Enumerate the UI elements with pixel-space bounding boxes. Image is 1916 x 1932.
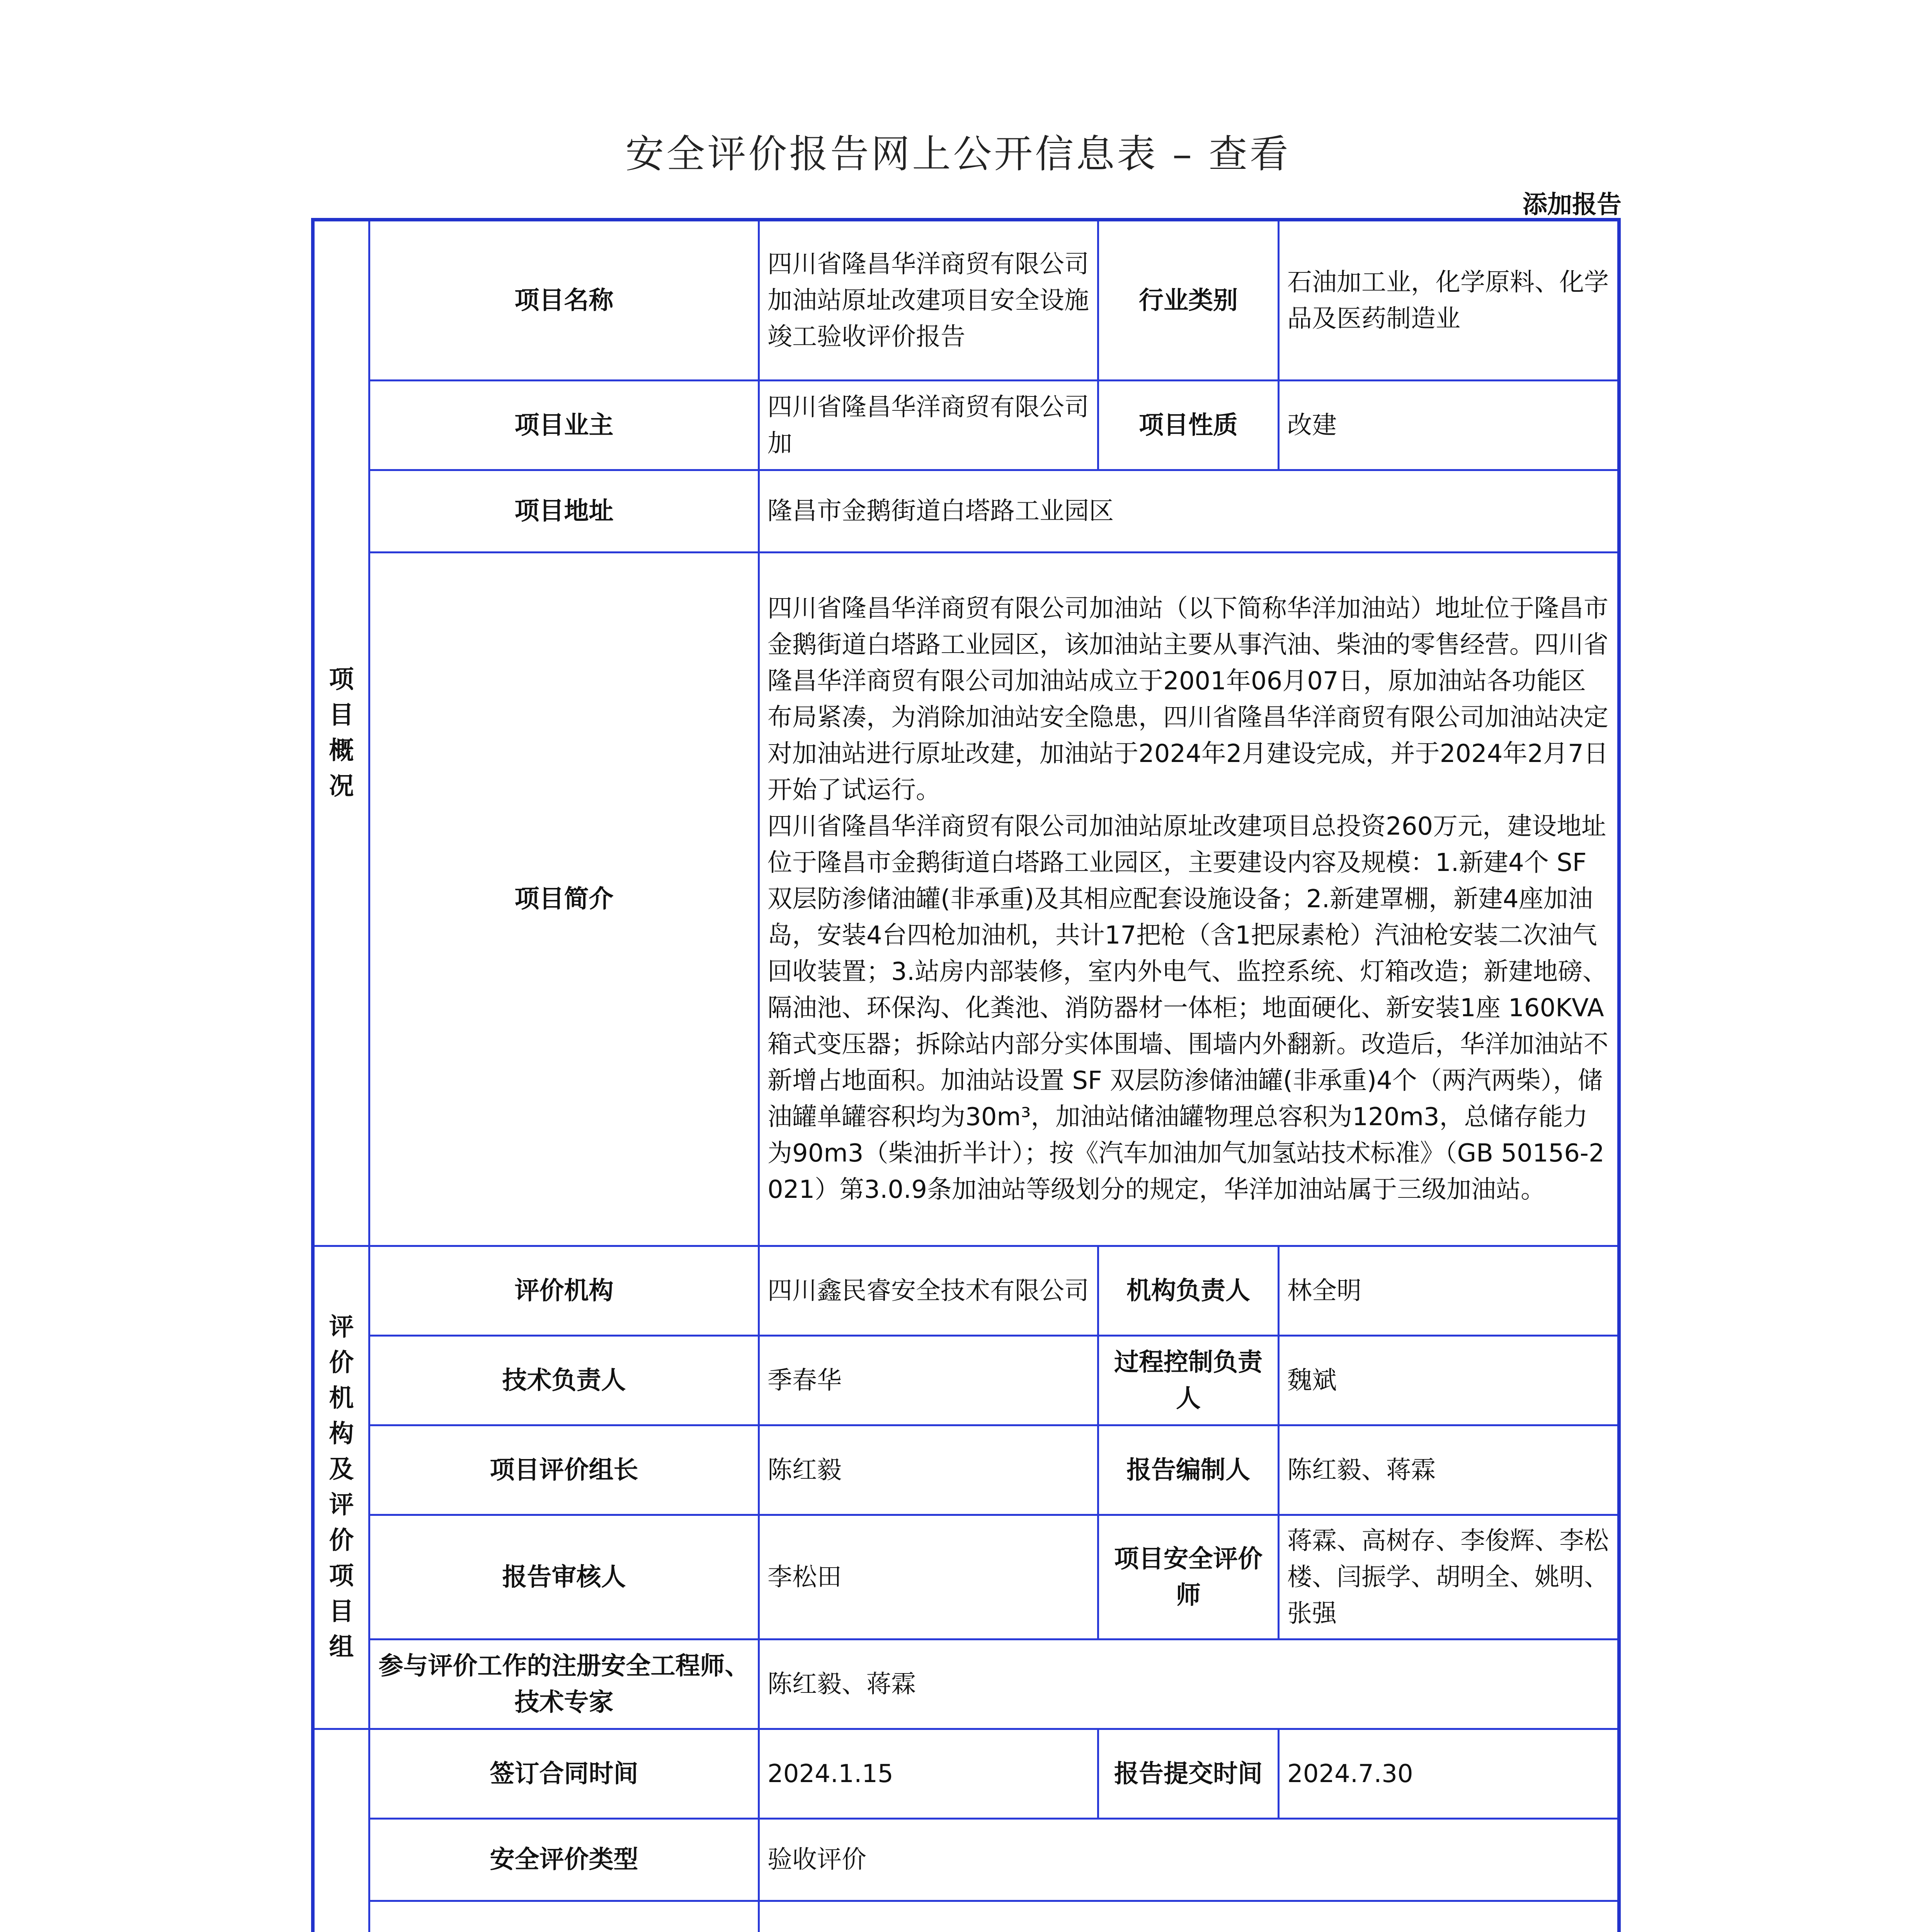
label-industry: 行业类别 <box>1098 220 1279 381</box>
value-submit-time: 2024.7.30 <box>1279 1729 1619 1819</box>
label-reviewer: 报告审核人 <box>369 1515 759 1639</box>
row-reviewer <box>313 1515 1619 1639</box>
row-eval-org <box>313 1246 1619 1336</box>
label-tech-head: 技术负责人 <box>369 1336 759 1425</box>
row-address <box>313 470 1619 553</box>
row-team-lead <box>313 1425 1619 1515</box>
label-process-head: 过程控制负责人 <box>1098 1336 1279 1425</box>
value-nature: 改建 <box>1279 381 1619 470</box>
label-intro: 项目简介 <box>369 553 759 1246</box>
row-site-people <box>313 1901 1619 1932</box>
add-report-link[interactable]: 添加报告 <box>1523 190 1622 219</box>
label-report-author: 报告编制人 <box>1098 1425 1279 1515</box>
value-engineers: 陈红毅、蒋霖 <box>759 1639 1619 1729</box>
value-site-people <box>759 1901 1619 1932</box>
value-tech-head: 季春华 <box>759 1336 1098 1425</box>
row-contract-time <box>313 1729 1619 1819</box>
label-team-lead: 项目评价组长 <box>369 1425 759 1515</box>
label-submit-time: 报告提交时间 <box>1098 1729 1279 1819</box>
label-assessors: 项目安全评价师 <box>1098 1515 1279 1639</box>
intro-paragraph-1: 四川省隆昌华洋商贸有限公司加油站（以下简称华洋加油站）地址位于隆昌市金鹅街道白塔路工业园区，该加油站主要从事汽油、柴油的零售经营。四川省隆昌华洋商贸有限公司加油站成立于2001年06月07日，原加油站各功能区布局紧凑，为消除加油站安全隐患，四川省隆昌华洋商贸有限公司加油站决定对加油站进行原址改建，加油站于2024年2月建设完成，并于2024年2月7日开始了试运行。 <box>767 594 1608 804</box>
value-owner: 四川省隆昌华洋商贸有限公司加 <box>759 381 1098 470</box>
value-intro <box>759 553 1619 1246</box>
value-industry: 石油加工业，化学原料、化学品及医药制造业 <box>1279 220 1619 381</box>
row-owner <box>313 381 1619 470</box>
row-intro <box>313 553 1619 1246</box>
value-address: 隆昌市金鹅街道白塔路工业园区 <box>759 470 1619 553</box>
value-process-head: 魏斌 <box>1279 1336 1619 1425</box>
label-owner: 项目业主 <box>369 381 759 470</box>
value-team-lead: 陈红毅 <box>759 1425 1098 1515</box>
label-org-head: 机构负责人 <box>1098 1246 1279 1336</box>
value-eval-type: 验收评价 <box>759 1819 1619 1901</box>
group-org: 评价机构及评价项目组 <box>313 1246 369 1729</box>
row-tech-head <box>313 1336 1619 1425</box>
label-nature: 项目性质 <box>1098 381 1279 470</box>
value-reviewer: 李松田 <box>759 1515 1098 1639</box>
page-title: 安全评价报告网上公开信息表 – 查看 <box>625 131 1291 177</box>
label-site-people <box>369 1901 759 1932</box>
value-project-name: 四川省隆昌华洋商贸有限公司加油站原址改建项目安全设施竣工验收评价报告 <box>759 220 1098 381</box>
value-org-head: 林全明 <box>1279 1246 1619 1336</box>
label-project-name: 项目名称 <box>369 220 759 381</box>
value-contract-time: 2024.1.15 <box>759 1729 1098 1819</box>
row-project-name <box>313 220 1619 381</box>
info-table <box>311 218 1621 1932</box>
value-report-author: 陈红毅、蒋霖 <box>1279 1425 1619 1515</box>
value-eval-org: 四川鑫民睿安全技术有限公司 <box>759 1246 1098 1336</box>
group-overview: 项目概况 <box>313 220 369 1246</box>
label-eval-org: 评价机构 <box>369 1246 759 1336</box>
label-address: 项目地址 <box>369 470 759 553</box>
intro-paragraph-2: 四川省隆昌华洋商贸有限公司加油站原址改建项目总投资260万元，建设地址位于隆昌市金鹅街道白塔路工业园区，主要建设内容及规模：1.新建4个 SF 双层防渗储油罐(非承重)及其相应配套设施设备；2.新建罩棚，新建4座加油岛，安装4台四枪加油机，共计17把枪（含1把尿素枪）汽油枪安装二次油气回收装置；3.站房内部装修，室内外电气、监控系统、灯箱改造；新建地磅、隔油池、环保沟、化粪池、消防器材一体柜；地面硬化、新安装1座 160KVA 箱式变压器；拆除站内部分实体围墙、围墙内外翻新。改造后，华洋加油站不新增占地面积。加油站设置 SF 双层防渗储油罐(非承重)4个（两汽两柴），储油罐单罐容积均为30m³，加油站储油罐物理总容积为120m3，总储存能力为90m3（柴油折半计）；按《汽车加油加气加氢站技术标准》（GB 50156-2021）第3.0.9条加油站等级划分的规定，华洋加油站属于三级加油站。 <box>767 812 1608 1204</box>
group-activity <box>313 1729 369 1932</box>
row-engineers <box>313 1639 1619 1729</box>
row-eval-type <box>313 1819 1619 1901</box>
label-contract-time: 签订合同时间 <box>369 1729 759 1819</box>
label-eval-type: 安全评价类型 <box>369 1819 759 1901</box>
label-engineers: 参与评价工作的注册安全工程师、技术专家 <box>369 1639 759 1729</box>
value-assessors: 蒋霖、高树存、李俊辉、李松楼、闫振学、胡明全、姚明、张强 <box>1279 1515 1619 1639</box>
